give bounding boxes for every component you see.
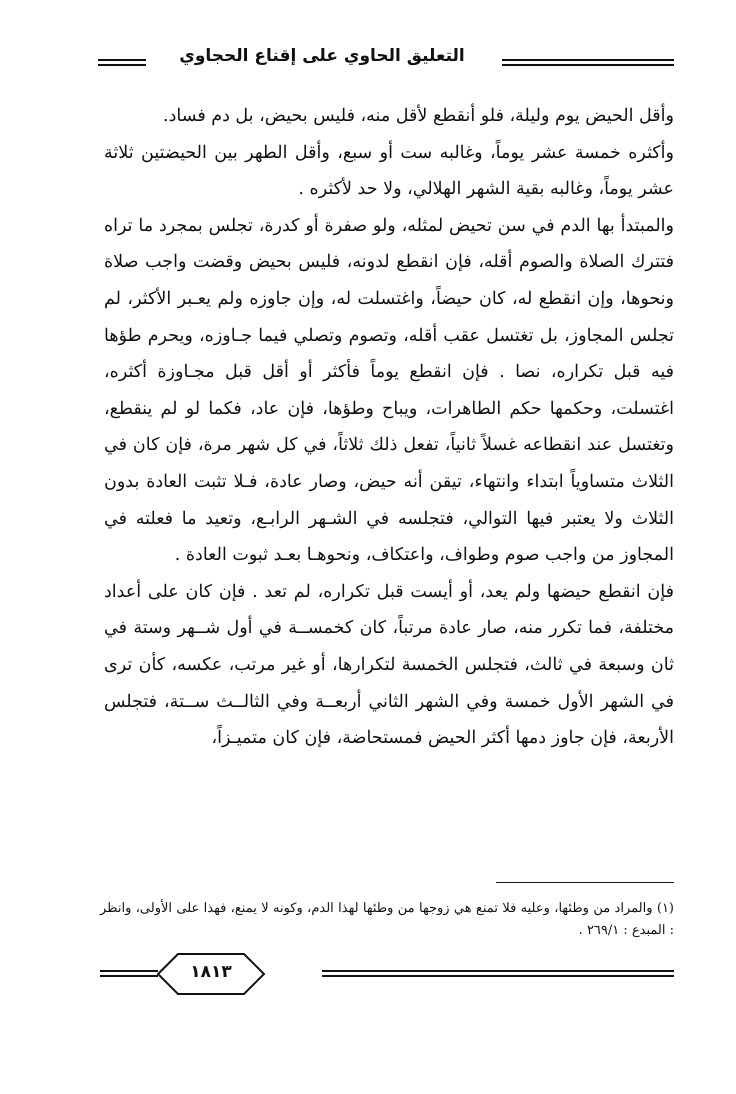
running-header [98, 40, 674, 80]
main-text [104, 98, 674, 757]
paragraph-1: وأقل الحيض يوم وليلة، فلو أنقطع لأقل منه، فليس بحيض، بل دم فساد. [163, 106, 674, 126]
page-number: ١٨١٣ [190, 962, 232, 982]
header-rule-left [98, 59, 146, 66]
book-title: التعليق الحاوي على إقناع الحجاوي [179, 46, 465, 66]
paragraph-3: والمبتدأ بها الدم في سن تحيض لمثله، ولو صفرة أو كدرة، تجلس بمجرد ما تراه فتترك الصلاة والصوم أقله، فإن انقطع لدونه، فليس بحيض وقضت واجب صلاة ونحوها، وإن انقطع له، كان حيضاً، واغتسلت له، وإن جاوزه ولم يعـبر الأكثر، لم تجلس المجاوز، بل تغتسل عقب أقله، وتصوم وتصلي فيما جـاوزه، ويحرم طؤها فيه قبل تكراره، نصا . فإن انقطع يوماً فأكثر أو أقل قبل مجـاوزة أكثره، اغتسلت، وحكمها حكم الطاهرات، ويباح وطؤها، فإن عاد، فكما لو لم ينقطع، وتغتسل عند انقطاعه غسلاً ثانياً، تفعل ذلك ثلاثاً، في كل شهر مرة، فإن كان في الثلاث متساوياً ابتداء وانتهاء، تيقن أنه حيض، وصار عادة، فـلا تثبت العادة بدون الثلاث ولا يعتبر فيها التوالي، فتجلسه في الشـهر الرابـع، وتعيد ما فعلته في المجاوز من واجب صوم وطواف، واعتكاف، ونحوهـا بعـد ثبوت العادة . [104, 215, 675, 566]
footnote-separator [496, 882, 674, 883]
page-footer [100, 952, 674, 998]
paragraph-2: وأكثره خمسة عشر يوماً، وغالبه ست أو سبع، وأقل الطهر بين الحيضتين ثلاثة عشر يوماً، وغالبه بقية الشهر الهلالي، ولا حد لأكثره . [104, 142, 674, 200]
header-rule-right [502, 59, 674, 66]
footnote: (١) والمراد من وطئها، وعليه فلا تمنع هي زوجها من وطئها لهذا الدم، وكونه لا يمنع، فهذا على الأولى، وانظر : المبدع : ٢٦٩/١ . [100, 901, 674, 938]
footer-rule-left [100, 970, 158, 977]
paragraph-4: فإن انقطع حيضها ولم يعد، أو أيست قبل تكراره، لم تعد . فإن كان على أعداد مختلفة، فما تكرر منه، صار عادة مرتباً، كان كخمســة في أول شــهر وستة في ثان وسبعة في ثالث، فتجلس الخمسة لتكرارها، أو غير مرتب، عكسه، كأن ترى في الشهر الأول خمسة وفي الشهر الثاني أربعــة وفي الثالــث ســتة، فتجلس الأربعة، فإن جاوز دمها أكثر الحيض فمستحاضة، فإن كان متميـزاً، [104, 581, 674, 749]
page-number-badge [156, 952, 266, 996]
footer-rule-right [322, 970, 674, 977]
